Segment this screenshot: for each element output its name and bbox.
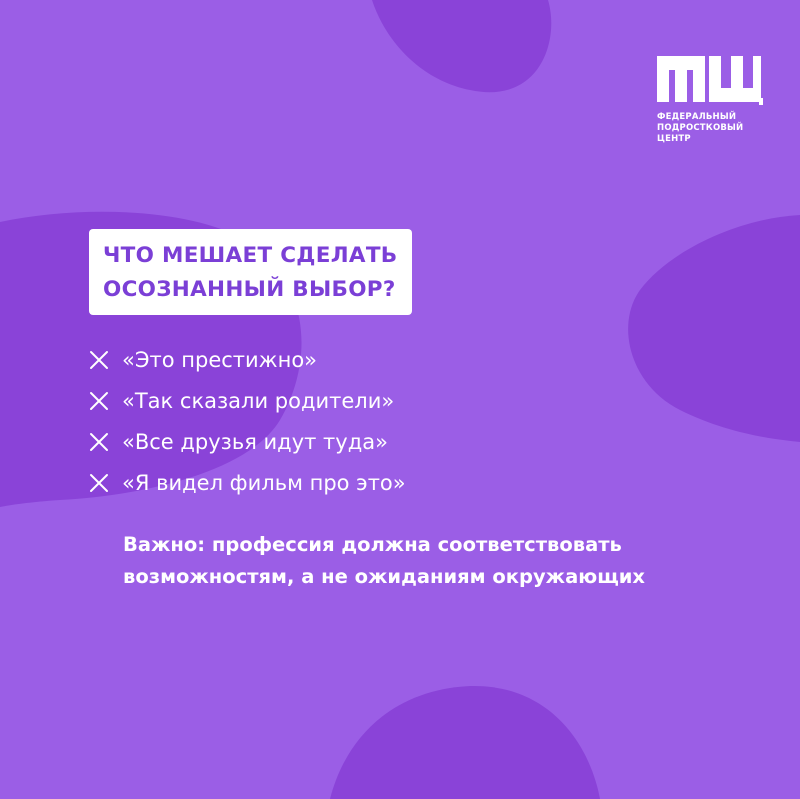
heading-box: [89, 229, 412, 315]
cross-icon: [89, 473, 109, 493]
list-item: [89, 421, 406, 462]
cross-icon: [89, 350, 109, 370]
list-item-text: «Все друзья идут туда»: [122, 429, 388, 454]
blob-top: [372, 0, 551, 92]
cross-icon: [89, 432, 109, 452]
heading-line-2: ОСОЗНАННЫЙ ВЫБОР?: [103, 277, 396, 302]
logo-text-line: ПОДРОСТКОВЫЙ: [657, 123, 744, 133]
list-item-text: «Так сказали родители»: [122, 388, 395, 413]
logo-mark-icon: [657, 52, 763, 108]
logo-text-line: ФЕДЕРАЛЬНЫЙ: [657, 112, 737, 122]
cross-icon: [89, 391, 109, 411]
list-item: [89, 339, 406, 380]
logo-text-line: ЦЕНТР: [657, 134, 691, 144]
note-line-2: возможностям, а не ожиданиям окружающих: [123, 565, 646, 588]
blob-bottom: [330, 686, 600, 799]
heading-line-1: ЧТО МЕШАЕТ СДЕЛАТЬ: [103, 243, 398, 268]
note-line-1: Важно: профессия должна соответствовать: [123, 533, 622, 556]
important-note: [123, 529, 645, 593]
list-item: [89, 380, 406, 421]
list-item: [89, 462, 406, 503]
blob-right: [628, 215, 800, 442]
list-item-text: «Это престижно»: [122, 347, 318, 372]
list-item-text: «Я видел фильм про это»: [122, 470, 406, 495]
brand-logo: [657, 52, 767, 145]
reasons-list: [89, 339, 406, 503]
